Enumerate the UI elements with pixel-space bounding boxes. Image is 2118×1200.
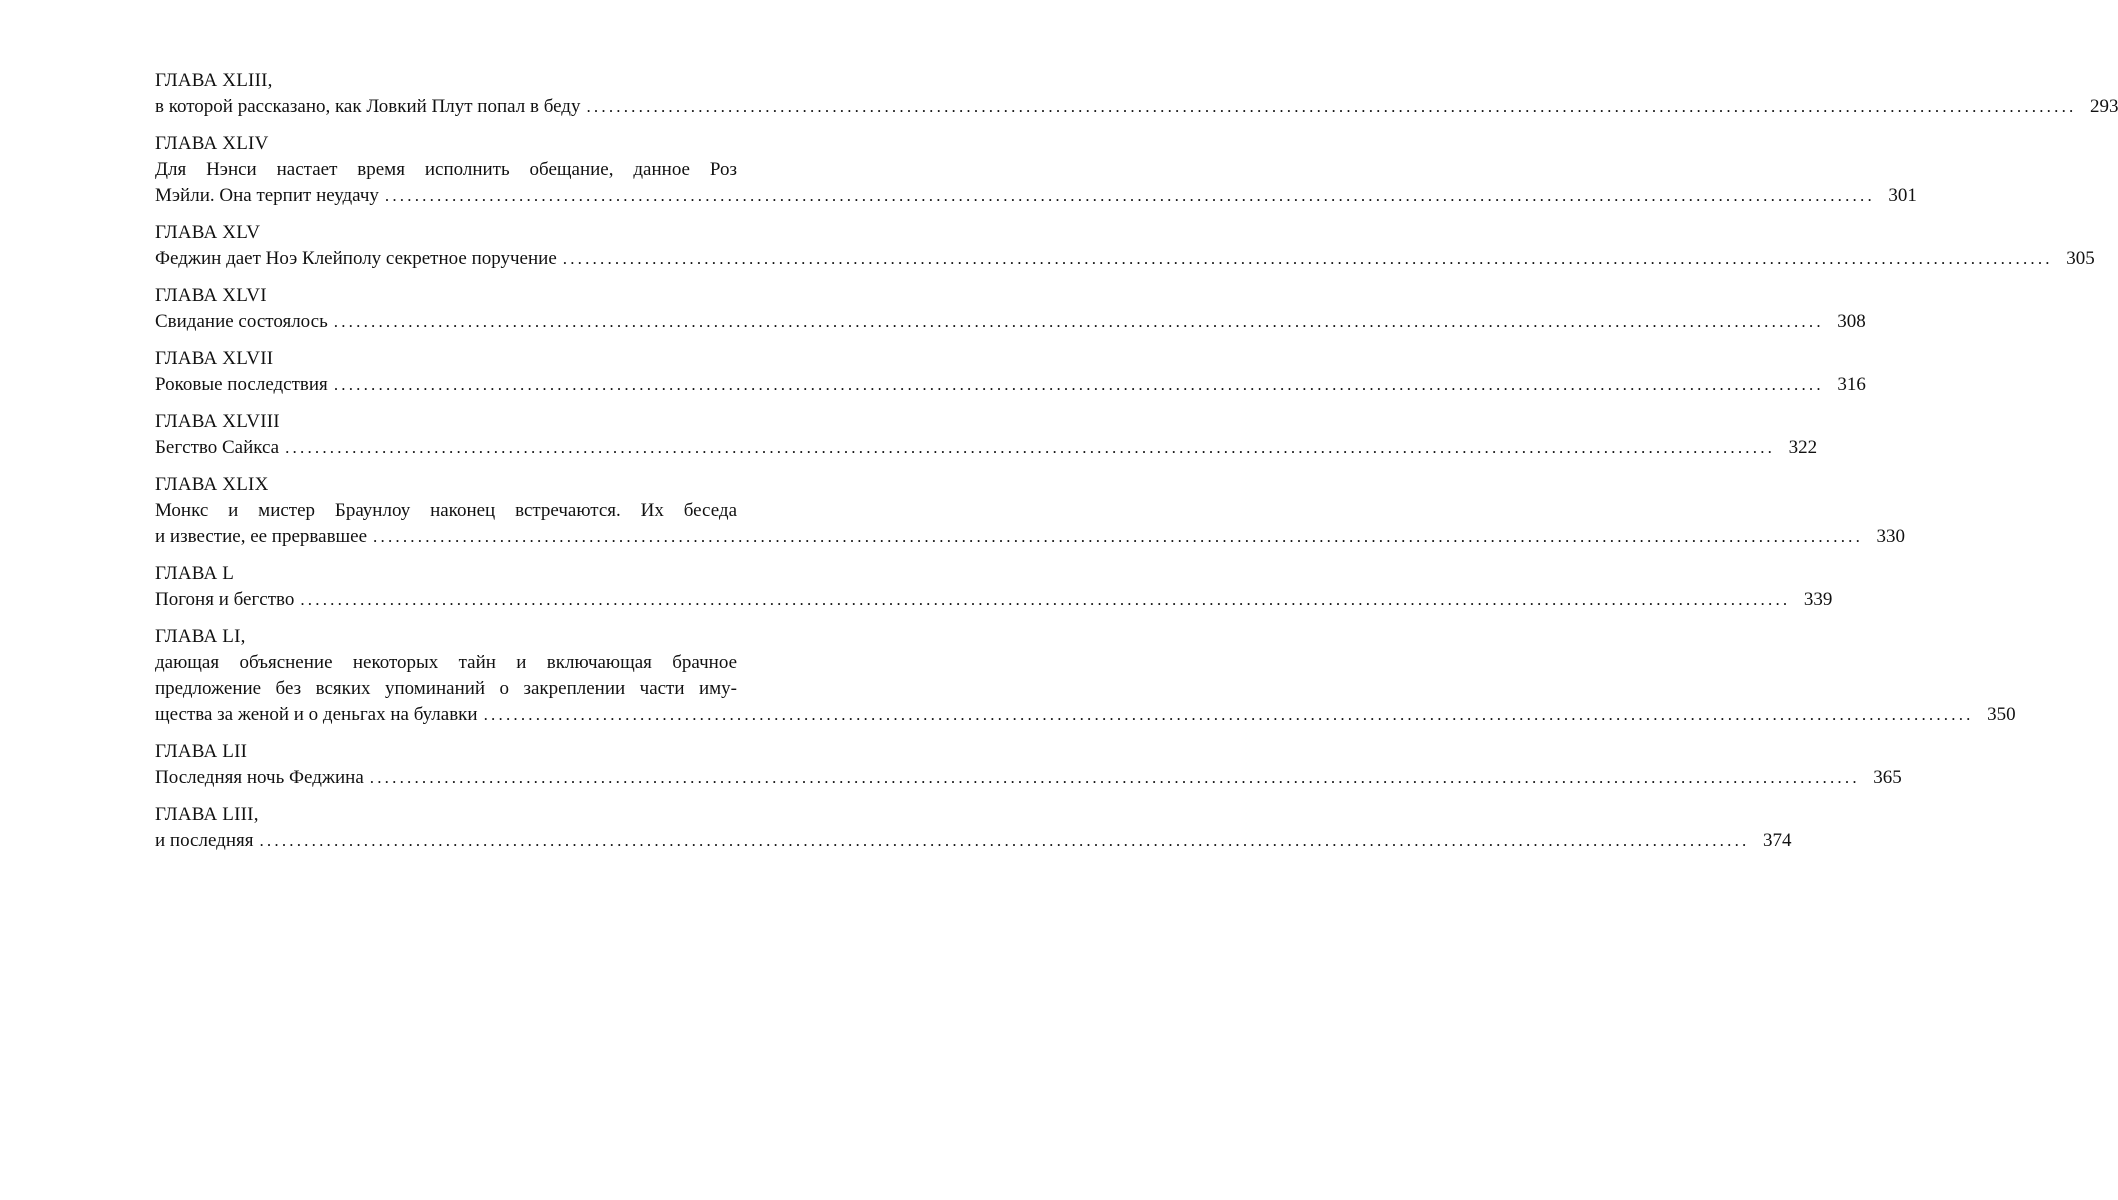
chapter-title-text: Свидание состоялось — [155, 311, 328, 332]
toc-entry — [155, 220, 2095, 272]
dot-leader: ........................................................................................................................................................................................................ — [384, 186, 1875, 205]
toc-entry — [155, 68, 2118, 120]
chapter-title-text: и известие, ее прервавшее — [155, 526, 368, 547]
dot-leader: ........................................................................................................................................................................................................ — [333, 375, 1824, 394]
chapter-title-line — [155, 372, 1866, 398]
dot-leader: ........................................................................................................................................................................................................ — [586, 97, 2077, 116]
table-of-contents — [155, 68, 2118, 865]
chapter-title-text: Мэйли. Она терпит неудачу — [155, 185, 379, 206]
chapter-title-text: Последняя ночь Феджина — [155, 767, 364, 788]
chapter-description-line: дающая объяснение некоторых тайн и включающая брачное — [155, 652, 737, 673]
toc-entry — [155, 283, 1866, 335]
dot-leader: ........................................................................................................................................................................................................ — [259, 831, 1750, 850]
chapter-title-text: Погоня и бегство — [155, 589, 295, 610]
dot-leader: ........................................................................................................................................................................................................ — [333, 312, 1824, 331]
dot-leader: ........................................................................................................................................................................................................ — [373, 527, 1864, 546]
chapter-heading: ГЛАВА XLVIII — [155, 411, 280, 432]
page-number: 316 — [1837, 374, 1866, 395]
toc-entry — [155, 409, 1818, 461]
page-number: 339 — [1803, 589, 1833, 610]
toc-entry — [155, 802, 1792, 854]
chapter-heading: ГЛАВА XLV — [155, 222, 261, 243]
page-number: 293 — [2089, 96, 2118, 117]
chapter-title-line — [155, 94, 2118, 120]
page-number: 322 — [1788, 437, 1818, 458]
chapter-title-text: Бегство Сайкса — [155, 437, 280, 458]
chapter-title-text: и последняя — [155, 830, 254, 851]
chapter-title-line — [155, 435, 1818, 461]
chapter-heading: ГЛАВА XLVI — [155, 285, 267, 306]
chapter-description-line: Для Нэнси настает время исполнить обещание, данное Роз — [155, 159, 737, 180]
chapter-title-line — [155, 702, 2016, 728]
chapter-title-line — [155, 828, 1792, 854]
chapter-heading: ГЛАВА L — [155, 563, 235, 584]
toc-entry — [155, 131, 1917, 209]
chapter-title-line — [155, 587, 1833, 613]
page-number: 308 — [1837, 311, 1866, 332]
chapter-heading: ГЛАВА XLVII — [155, 348, 274, 369]
page-number: 330 — [1876, 526, 1906, 547]
chapter-heading: ГЛАВА XLIV — [155, 133, 269, 154]
page-number: 301 — [1888, 185, 1917, 206]
dot-leader: ........................................................................................................................................................................................................ — [562, 249, 2053, 268]
toc-entry — [155, 346, 1866, 398]
dot-leader: ........................................................................................................................................................................................................ — [369, 768, 1860, 787]
page-number: 350 — [1987, 704, 2016, 725]
chapter-description-line: Монкс и мистер Браунлоу наконец встречаются. Их беседа — [155, 500, 737, 521]
chapter-heading: ГЛАВА LII — [155, 741, 248, 762]
chapter-heading: ГЛАВА LIII, — [155, 804, 259, 825]
toc-entry — [155, 561, 1833, 613]
chapter-title-line — [155, 765, 1902, 791]
chapter-title-line — [155, 524, 1906, 550]
dot-leader: ........................................................................................................................................................................................................ — [300, 590, 1791, 609]
page-number: 374 — [1762, 830, 1792, 851]
chapter-title-text: Роковые последствия — [155, 374, 328, 395]
toc-entry — [155, 472, 1906, 550]
chapter-title-text: Феджин дает Ноэ Клейполу секретное поручение — [155, 248, 557, 269]
page-number: 365 — [1873, 767, 1902, 788]
chapter-description-line: предложение без всяких упоминаний о закреплении части иму- — [155, 678, 737, 699]
chapter-title-text: щества за женой и о деньгах на булавки — [155, 704, 478, 725]
dot-leader: ........................................................................................................................................................................................................ — [285, 438, 1776, 457]
chapter-heading: ГЛАВА LI, — [155, 626, 246, 647]
chapter-title-line — [155, 309, 1866, 335]
chapter-heading: ГЛАВА XLIX — [155, 474, 269, 495]
page-number: 305 — [2066, 248, 2095, 269]
dot-leader: ........................................................................................................................................................................................................ — [483, 705, 1974, 724]
chapter-heading: ГЛАВА XLIII, — [155, 70, 273, 91]
chapter-title-text: в которой рассказано, как Ловкий Плут попал в беду — [155, 96, 581, 117]
chapter-title-line — [155, 183, 1917, 209]
toc-entry — [155, 739, 1902, 791]
toc-entry — [155, 624, 2016, 728]
chapter-title-line — [155, 246, 2095, 272]
